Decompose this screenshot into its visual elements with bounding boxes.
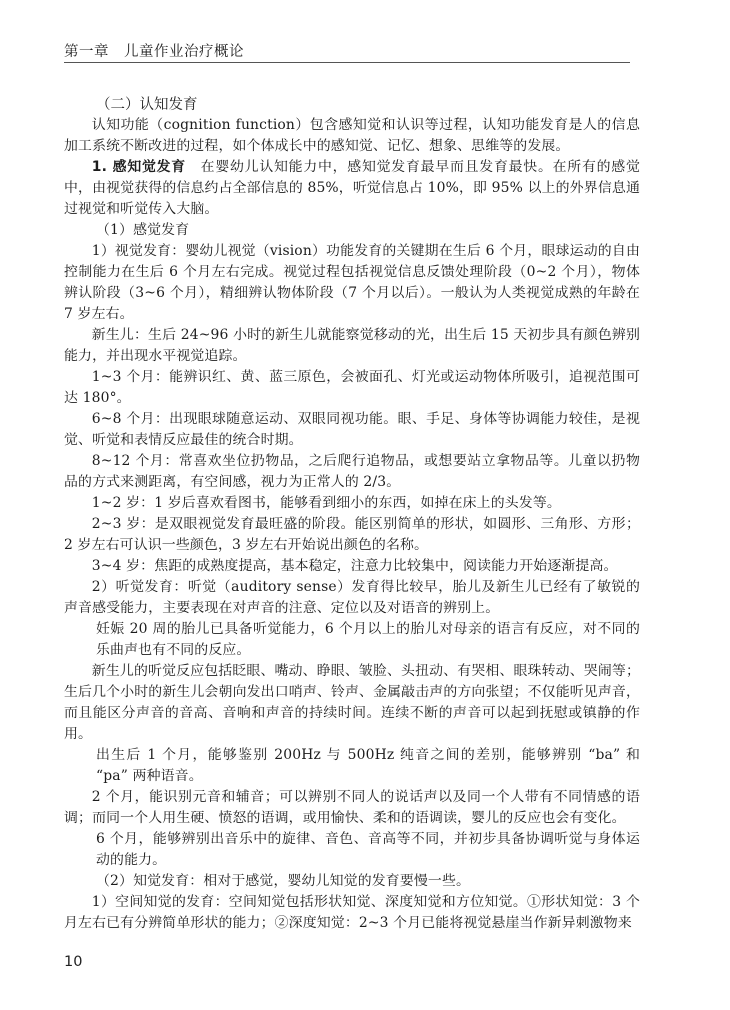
subsection-text: 在婴幼儿认知能力中，感知觉发育最早而且发育最快。在所有的感觉中，由视觉获得的信息约占全部信息的 85%，听觉信息占 10%，即 95% 以上的外界信息通过视觉和听觉传入大脑。 [64,159,640,217]
page-header [0,0,730,64]
intro-paragraph: 认知功能（cognition function）包含感知觉和认识等过程，认知功能发育是人的信息加工系统不断改进的过程，如个体成长中的感知觉、记忆、想象、思维等的发展。 [64,117,640,154]
hearing-intro-paragraph: 2）听觉发育：听觉（auditory sense）发育得比较早，胎儿及新生儿已经有了敏锐的声音感受能力，主要表现在对声音的注意、定位以及对语音的辨别上。 [64,579,640,616]
months-1-3-paragraph: 1~3 个月：能辨识红、黄、蓝三原色，会被面孔、灯光或运动物体所吸引，追视范围可达 180°。 [64,369,640,406]
fetus-hearing-paragraph: 妊娠 20 周的胎儿已具备听觉能力，6 个月以上的胎儿对母亲的语言有反应，对不同的乐曲声也有不同的反应。 [96,621,640,658]
spatial-perception-paragraph: 1）空间知觉的发育：空间知觉包括形状知觉、深度知觉和方位知觉。①形状知觉：3 个月左右已有分辨简单形状的能力；②深度知觉：2~3 个月已能将视觉悬崖当作新异刺激物来 [64,894,640,931]
years-1-2-paragraph: 1~2 岁：1 岁后喜欢看图书，能够看到细小的东西，如掉在床上的头发等。 [91,495,561,511]
newborn-hearing-paragraph: 新生儿的听觉反应包括眨眼、嘴动、睁眼、皱脸、头扭动、有哭相、眼珠转动、哭闹等；生后几个小时的新生儿会朝向发出口哨声、铃声、金属敲击声的方向张望；不仅能听见声音，而且能区分声音的音高、音响和声音的持续时间。连续不断的声音可以起到抚慰或镇静的作用。 [64,663,640,742]
page-number: 10 [64,954,83,970]
section-heading: （二）认知发育 [96,97,198,113]
month-1-hearing-paragraph: 出生后 1 个月，能够鉴别 200Hz 与 500Hz 纯音之间的差别，能够辨别 “ba” 和 “pa” 两种语音。 [96,747,640,784]
subsection-heading: 1. 感知觉发育 [91,159,186,175]
years-3-4-paragraph: 3~4 岁：焦距的成熟度提高，基本稳定，注意力比较集中，阅读能力开始逐渐提高。 [91,558,618,574]
month-2-hearing-paragraph: 2 个月，能识别元音和辅音；可以辨别不同人的说话声以及同一个人带有不同情感的语调；而同一个人用生硬、愤怒的语调，或用愉快、柔和的语调读，婴儿的反应也会有变化。 [64,789,640,826]
vision-intro-paragraph: 1）视觉发育：婴幼儿视觉（vision）功能发育的关键期在生后 6 个月，眼球运动的自由控制能力在生后 6 个月左右完成。视觉过程包括视觉信息反馈处理阶段（0~2 个月），物体辨认阶段（3~6 个月），精细辨认物体阶段（7 个月以后）。一般认为人类视觉成熟的年龄在 7 岁左右。 [64,243,640,322]
sensation-heading: （1）感觉发育 [96,222,190,238]
years-2-3-paragraph: 2~3 岁：是双眼视觉发育最旺盛的阶段。能区别简单的形状，如圆形、三角形、方形；2 岁左右可认识一些颜色，3 岁左右开始说出颜色的名称。 [64,516,640,553]
months-8-12-paragraph: 8~12 个月：常喜欢坐位扔物品，之后爬行追物品，或想要站立拿物品等。儿童以扔物品的方式来测距离，有空间感，视力为正常人的 2/3。 [64,453,640,490]
month-6-hearing-paragraph: 6 个月，能够辨别出音乐中的旋律、音色、音高等不同，并初步具备协调听觉与身体运动的能力。 [96,831,640,868]
perception-development-heading: （2）知觉发育：相对于感觉，婴幼儿知觉的发育要慢一些。 [96,873,471,889]
perception-paragraph [64,157,640,220]
header-divider [64,62,630,63]
running-title: 第一章 儿童作业治疗概论 [64,44,244,60]
months-6-8-paragraph: 6~8 个月：出现眼球随意运动、双眼同视功能。眼、手足、身体等协调能力较佳，是视觉、听觉和表情反应最佳的统合时期。 [64,411,640,448]
newborn-vision-paragraph: 新生儿：生后 24~96 小时的新生儿就能察觉移动的光，出生后 15 天初步具有颜色辨别能力，并出现水平视觉追踪。 [64,327,640,364]
page-body [64,95,640,934]
